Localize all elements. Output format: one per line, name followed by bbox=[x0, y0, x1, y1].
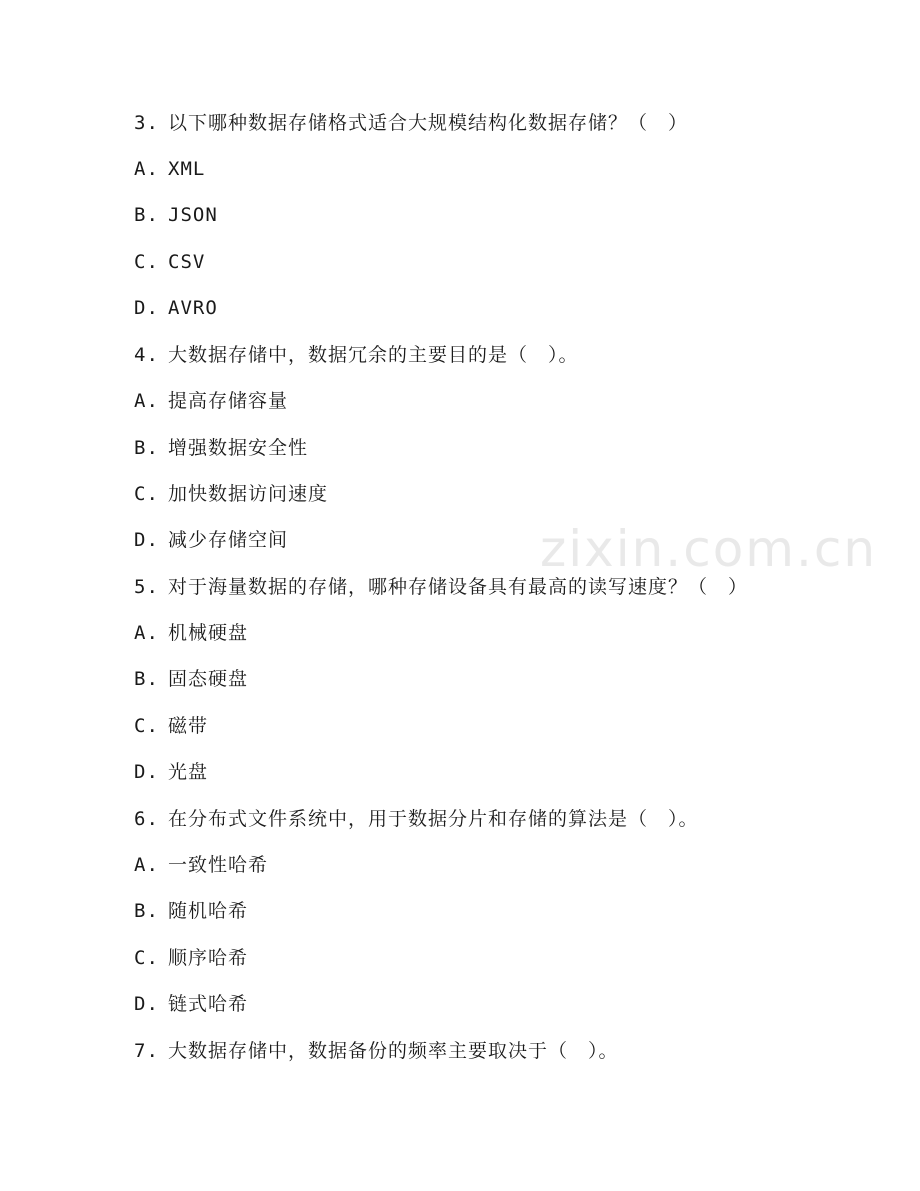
option-d bbox=[134, 989, 248, 1019]
option-text: 机械硬盘 bbox=[168, 622, 249, 644]
option-label: A. bbox=[134, 854, 159, 876]
option-b bbox=[134, 433, 308, 463]
question-text: 大数据存储中，数据冗余的主要目的是（ ）。 bbox=[168, 344, 579, 366]
question-text: 大数据存储中，数据备份的频率主要取决于（ ）。 bbox=[168, 1040, 619, 1062]
option-label: D. bbox=[134, 993, 159, 1015]
option-c bbox=[134, 247, 205, 277]
option-text: CSV bbox=[168, 251, 206, 273]
option-label: A. bbox=[134, 158, 159, 180]
option-text: 磁带 bbox=[168, 715, 209, 737]
option-label: D. bbox=[134, 529, 159, 551]
option-c bbox=[134, 943, 248, 973]
option-label: B. bbox=[134, 668, 159, 690]
watermark: zixin.com.cn bbox=[540, 520, 878, 578]
option-text: XML bbox=[168, 158, 206, 180]
option-a bbox=[134, 154, 205, 184]
option-label: D. bbox=[134, 761, 159, 783]
option-a bbox=[134, 386, 288, 416]
option-text: 减少存储空间 bbox=[168, 529, 289, 551]
question-3 bbox=[134, 108, 688, 138]
option-d bbox=[134, 293, 218, 323]
option-label: C. bbox=[134, 251, 159, 273]
question-number: 5. bbox=[134, 576, 159, 598]
option-text: 增强数据安全性 bbox=[168, 437, 309, 459]
question-number: 7. bbox=[134, 1040, 159, 1062]
question-text: 对于海量数据的存储，哪种存储设备具有最高的读写速度？（ ） bbox=[168, 576, 749, 598]
option-d bbox=[134, 757, 208, 787]
option-b bbox=[134, 896, 248, 926]
option-a bbox=[134, 618, 248, 648]
option-d bbox=[134, 525, 288, 555]
option-text: 提高存储容量 bbox=[168, 390, 289, 412]
question-6 bbox=[134, 804, 699, 834]
question-number: 4. bbox=[134, 344, 159, 366]
option-text: JSON bbox=[168, 204, 218, 226]
option-label: C. bbox=[134, 715, 159, 737]
option-text: 光盘 bbox=[168, 761, 209, 783]
option-text: AVRO bbox=[168, 297, 218, 319]
option-label: D. bbox=[134, 297, 159, 319]
option-text: 加快数据访问速度 bbox=[168, 483, 329, 505]
question-5 bbox=[134, 572, 748, 602]
option-label: B. bbox=[134, 204, 159, 226]
question-text: 在分布式文件系统中，用于数据分片和存储的算法是（ ）。 bbox=[168, 808, 699, 830]
option-label: A. bbox=[134, 622, 159, 644]
option-b bbox=[134, 200, 218, 230]
question-number: 6. bbox=[134, 808, 159, 830]
question-4 bbox=[134, 340, 579, 370]
option-c bbox=[134, 479, 328, 509]
option-text: 顺序哈希 bbox=[168, 947, 249, 969]
option-text: 随机哈希 bbox=[168, 900, 249, 922]
option-label: C. bbox=[134, 483, 159, 505]
option-b bbox=[134, 664, 248, 694]
option-label: A. bbox=[134, 390, 159, 412]
option-label: B. bbox=[134, 437, 159, 459]
option-text: 链式哈希 bbox=[168, 993, 249, 1015]
option-text: 固态硬盘 bbox=[168, 668, 249, 690]
option-a bbox=[134, 850, 268, 880]
option-text: 一致性哈希 bbox=[168, 854, 269, 876]
question-number: 3. bbox=[134, 112, 159, 134]
option-label: B. bbox=[134, 900, 159, 922]
option-label: C. bbox=[134, 947, 159, 969]
option-c bbox=[134, 711, 208, 741]
question-7 bbox=[134, 1036, 619, 1066]
question-text: 以下哪种数据存储格式适合大规模结构化数据存储？（ ） bbox=[168, 112, 689, 134]
